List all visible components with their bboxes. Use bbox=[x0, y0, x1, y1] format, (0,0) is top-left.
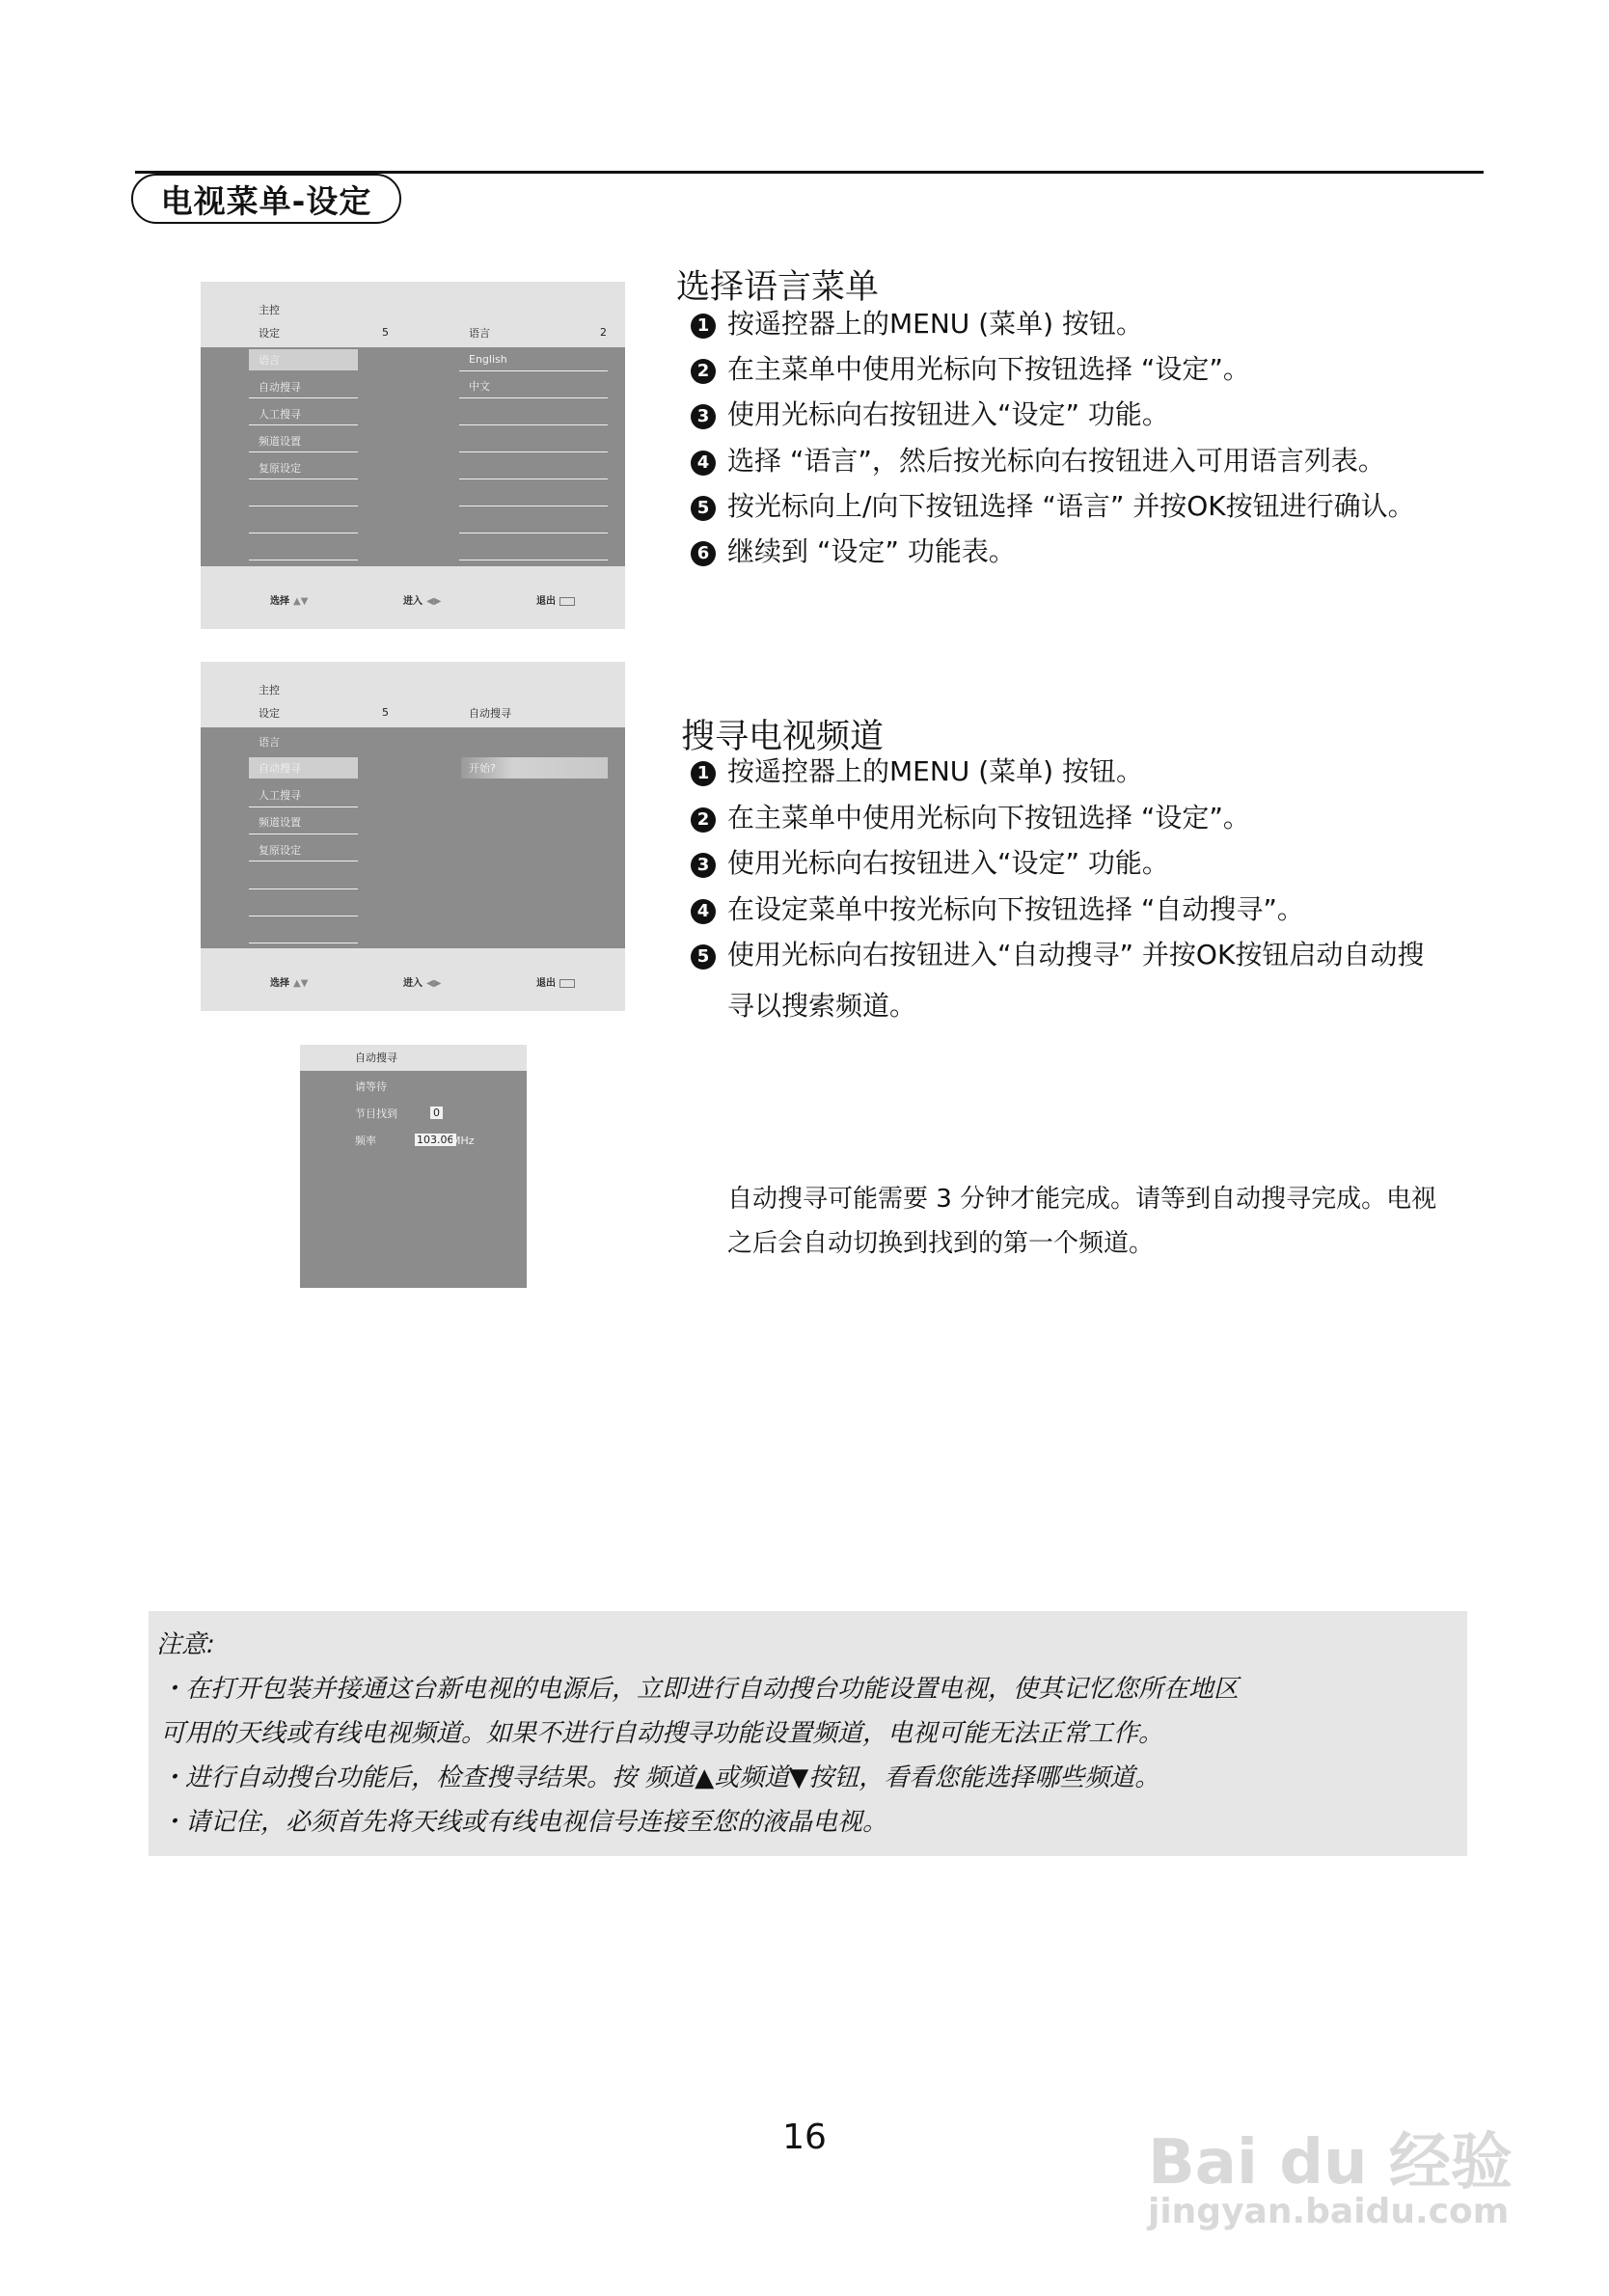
lang-step-4: 4 选择 “语言”，然后按光标向右按钮进入可用语言列表。 bbox=[691, 448, 1385, 476]
menu-item[interactable]: 自动搜寻 bbox=[259, 381, 301, 394]
menu-item[interactable]: 复原设定 bbox=[259, 462, 301, 475]
footer-select: 选择 ▲▼ bbox=[270, 978, 309, 989]
lang-step-1: 1 按遥控器上的MENU (菜单) 按钮。 bbox=[691, 311, 1143, 339]
notice-box bbox=[149, 1611, 1467, 1856]
lang-step-6: 6 继续到 “设定” 功能表。 bbox=[691, 538, 1016, 566]
search-note-line-1: 自动搜寻可能需要 3 分钟才能完成。请等到自动搜寻完成。电视 bbox=[727, 1185, 1437, 1214]
footer-enter: 进入 ◀▶ bbox=[403, 596, 442, 607]
screen-footer bbox=[201, 566, 625, 629]
notice-title: 注意: bbox=[156, 1630, 215, 1659]
screen-header-title: 主控 bbox=[259, 304, 280, 316]
screen-header-title: 主控 bbox=[259, 684, 280, 697]
search-step-5-continued: 寻以搜索频道。 bbox=[727, 990, 917, 1022]
progress-title: 自动搜寻 bbox=[355, 1052, 397, 1064]
footer-select: 选择 ▲▼ bbox=[270, 596, 309, 607]
baidu-watermark-url: jingyan.baidu.com bbox=[1148, 2192, 1510, 2231]
lang-step-2: 2 在主菜单中使用光标向下按钮选择 “设定”。 bbox=[691, 356, 1250, 384]
menu-item[interactable]: 语言 bbox=[259, 736, 280, 749]
menu-item[interactable]: 自动搜寻 bbox=[259, 762, 301, 775]
menu-item[interactable]: 频道设置 bbox=[259, 435, 301, 448]
found-value: 0 bbox=[430, 1107, 443, 1119]
footer-enter: 进入 ◀▶ bbox=[403, 978, 442, 989]
screen-header bbox=[201, 662, 625, 727]
menu-item[interactable]: 频道设置 bbox=[259, 816, 301, 829]
found-label: 节目找到 bbox=[355, 1107, 397, 1120]
wait-label: 请等待 bbox=[355, 1080, 387, 1093]
footer-exit: 退出 bbox=[536, 974, 575, 989]
lang-step-5: 5 按光标向上/向下按钮选择 “语言” 并按OK按钮进行确认。 bbox=[691, 493, 1415, 521]
search-note-line-2: 之后会自动切换到找到的第一个频道。 bbox=[727, 1229, 1155, 1258]
language-option[interactable]: English bbox=[469, 353, 507, 366]
submenu-label: 语言 bbox=[469, 327, 490, 340]
section-heading-language: 选择语言菜单 bbox=[676, 268, 880, 307]
menu-item[interactable]: 语言 bbox=[259, 354, 280, 367]
freq-label: 频率 bbox=[355, 1134, 376, 1147]
notice-line: ・请记住，必须首先将天线或有线电视信号连接至您的液晶电视。 bbox=[160, 1808, 888, 1837]
menu-category-label: 设定 bbox=[259, 327, 280, 340]
section-heading-search: 搜寻电视频道 bbox=[681, 718, 885, 756]
notice-line: ・进行自动搜台功能后，检查搜寻结果。按 频道▲或频道▼按钮，看看您能选择哪些频道。 bbox=[160, 1763, 1160, 1792]
menu-item[interactable]: 人工搜寻 bbox=[259, 408, 301, 421]
tv-screen-auto-search bbox=[201, 662, 625, 1011]
start-label: 开始? bbox=[469, 762, 496, 775]
footer-exit: 退出 bbox=[536, 592, 575, 607]
freq-unit: MHz bbox=[451, 1134, 475, 1147]
tv-screen-language bbox=[201, 282, 625, 629]
screen-footer bbox=[201, 948, 625, 1011]
menu-category-label: 设定 bbox=[259, 707, 280, 720]
screen-header bbox=[201, 282, 625, 347]
menu-category-count: 5 bbox=[382, 706, 389, 719]
page-number: 16 bbox=[782, 2118, 827, 2157]
tv-screen-search-progress bbox=[300, 1045, 527, 1288]
notice-line: 可用的天线或有线电视频道。如果不进行自动搜寻功能设置频道，电视可能无法正常工作。 bbox=[160, 1719, 1164, 1748]
notice-line: ・在打开包装并接通这台新电视的电源后，立即进行自动搜台功能设置电视，使其记忆您所在地区 bbox=[160, 1675, 1240, 1704]
baidu-watermark-logo: Bai du 经验 bbox=[1148, 2127, 1513, 2199]
search-step-4: 4 在设定菜单中按光标向下按钮选择 “自动搜寻”。 bbox=[691, 896, 1304, 924]
search-step-3: 3 使用光标向右按钮进入“设定” 功能。 bbox=[691, 850, 1169, 878]
submenu-label: 自动搜寻 bbox=[469, 707, 511, 720]
lang-step-3: 3 使用光标向右按钮进入“设定” 功能。 bbox=[691, 401, 1169, 429]
search-step-5: 5 使用光标向右按钮进入“自动搜寻” 并按OK按钮启动自动搜 bbox=[691, 942, 1424, 970]
menu-item[interactable]: 复原设定 bbox=[259, 844, 301, 857]
submenu-count: 2 bbox=[600, 326, 607, 339]
section-title: 电视菜单-设定 bbox=[131, 174, 401, 224]
screen-header bbox=[300, 1045, 527, 1071]
search-step-1: 1 按遥控器上的MENU (菜单) 按钮。 bbox=[691, 758, 1143, 786]
menu-item[interactable]: 人工搜寻 bbox=[259, 789, 301, 802]
menu-category-count: 5 bbox=[382, 326, 389, 339]
search-step-2: 2 在主菜单中使用光标向下按钮选择 “设定”。 bbox=[691, 805, 1250, 833]
language-option[interactable]: 中文 bbox=[469, 380, 490, 393]
freq-value: 103.06 bbox=[417, 1134, 454, 1146]
